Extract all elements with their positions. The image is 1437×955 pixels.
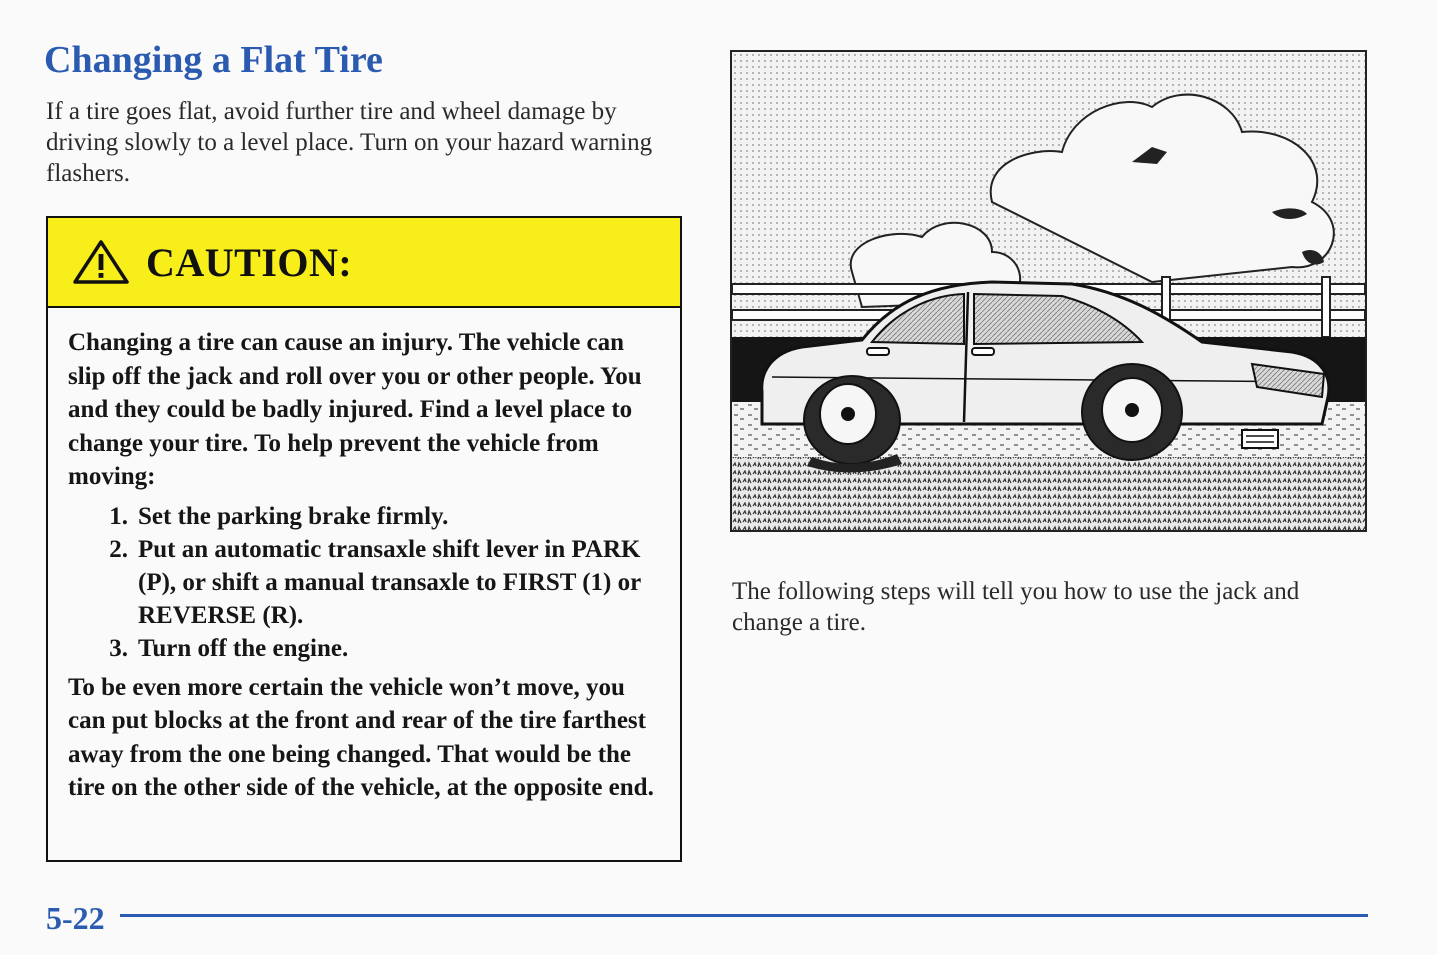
caution-header xyxy=(48,218,680,308)
step-text: Turn off the engine. xyxy=(138,634,349,662)
caution-paragraph: Changing a tire can cause an injury. The vehicle can slip off the jack and roll over you or other people. You and they could be badly injured. Find a level place to change your tire. To help prevent the vehicle from moving: xyxy=(68,329,642,490)
list-item xyxy=(68,632,660,665)
caution-box xyxy=(46,216,682,862)
list-item xyxy=(68,533,660,632)
list-item xyxy=(68,500,660,533)
caution-label: CAUTION: xyxy=(146,239,353,285)
step-number: 3. xyxy=(109,634,128,662)
intro-paragraph: If a tire goes flat, avoid further tire and wheel damage by driving slowly to a level place. Turn on your hazard warning flashers. xyxy=(46,98,653,187)
caution-body xyxy=(48,308,680,805)
page-title: Changing a Flat Tire xyxy=(44,39,383,81)
caution-steps xyxy=(68,500,660,665)
warning-triangle-icon xyxy=(72,239,130,285)
page-number: 5-22 xyxy=(46,900,105,936)
step-text: Put an automatic transaxle shift lever in PARK (P), or shift a manual transaxle to FIRST (1) or REVERSE (R). xyxy=(138,535,641,629)
step-text: Set the parking brake firmly. xyxy=(138,502,449,530)
step-number: 1. xyxy=(109,502,128,530)
footer-rule xyxy=(120,914,1368,917)
caution-paragraph: To be even more certain the vehicle won’t move, you can put blocks at the front and rear of the tire farthest away from the one being changed. That would be the tire on the other side of the vehicle, at the opposite end. xyxy=(68,673,654,801)
step-number: 2. xyxy=(109,535,128,563)
car-flat-tire-illustration xyxy=(730,50,1367,532)
steps-intro-text: The following steps will tell you how to use the jack and change a tire. xyxy=(732,578,1300,636)
